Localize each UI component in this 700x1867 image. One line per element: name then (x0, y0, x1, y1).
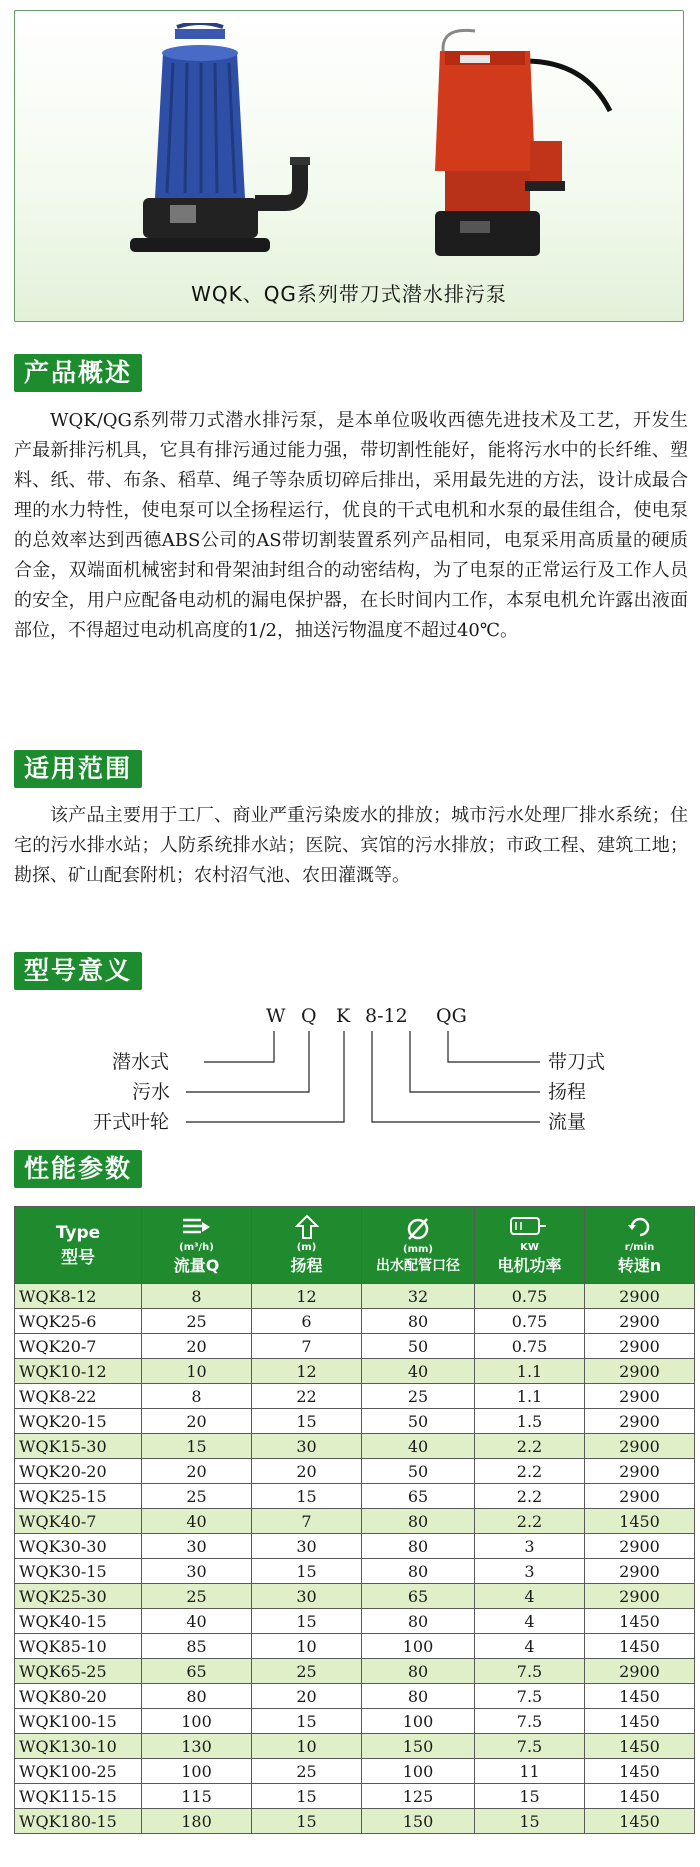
cell-head: 15 (252, 1609, 362, 1634)
code-flow-head: 8-12 (365, 1005, 408, 1027)
cell-model: WQK15-30 (15, 1434, 142, 1459)
cell-head: 15 (252, 1809, 362, 1834)
cell-speed: 1450 (585, 1759, 695, 1784)
cell-speed: 2900 (585, 1534, 695, 1559)
cell-flow: 115 (142, 1784, 252, 1809)
cell-outlet: 80 (362, 1609, 475, 1634)
label-cutter: 带刀式 (548, 1051, 606, 1073)
cell-flow: 180 (142, 1809, 252, 1834)
cell-model: WQK25-30 (15, 1584, 142, 1609)
cell-outlet: 25 (362, 1384, 475, 1409)
cell-flow: 20 (142, 1334, 252, 1359)
cell-model: WQK20-7 (15, 1334, 142, 1359)
performance-table (14, 1206, 695, 1834)
cell-head: 20 (252, 1459, 362, 1484)
cell-head: 6 (252, 1309, 362, 1334)
table-row (15, 1684, 695, 1709)
table-row (15, 1434, 695, 1459)
code-k: K (336, 1005, 351, 1027)
model-connector-lines (0, 995, 700, 1145)
cell-speed: 2900 (585, 1434, 695, 1459)
cell-flow: 85 (142, 1634, 252, 1659)
cell-speed: 1450 (585, 1634, 695, 1659)
cell-head: 25 (252, 1659, 362, 1684)
cell-outlet: 50 (362, 1409, 475, 1434)
section-title-performance: 性能参数 (14, 1150, 142, 1188)
cell-head: 30 (252, 1434, 362, 1459)
cell-power: 7.5 (475, 1684, 585, 1709)
cell-model: WQK115-15 (15, 1784, 142, 1809)
cell-flow: 40 (142, 1509, 252, 1534)
cell-flow: 25 (142, 1484, 252, 1509)
cell-outlet: 150 (362, 1734, 475, 1759)
label-open-impeller: 开式叶轮 (93, 1111, 170, 1133)
product-hero (14, 10, 684, 322)
cell-power: 11 (475, 1759, 585, 1784)
cell-model: WQK100-15 (15, 1709, 142, 1734)
header-power: KW 电机功率 (475, 1207, 585, 1284)
cell-power: 4 (475, 1584, 585, 1609)
table-row (15, 1734, 695, 1759)
cell-outlet: 65 (362, 1584, 475, 1609)
cell-speed: 2900 (585, 1559, 695, 1584)
table-row (15, 1759, 695, 1784)
cell-speed: 2900 (585, 1334, 695, 1359)
cell-speed: 2900 (585, 1384, 695, 1409)
cell-head: 10 (252, 1734, 362, 1759)
cell-outlet: 100 (362, 1759, 475, 1784)
rotation-icon (625, 1214, 655, 1240)
cell-model: WQK30-30 (15, 1534, 142, 1559)
header-flow: (m³/h) 流量Q (142, 1207, 252, 1284)
cell-flow: 65 (142, 1659, 252, 1684)
cell-outlet: 50 (362, 1334, 475, 1359)
cell-model: WQK80-20 (15, 1684, 142, 1709)
cell-model: WQK100-25 (15, 1759, 142, 1784)
cell-speed: 1450 (585, 1809, 695, 1834)
cell-flow: 130 (142, 1734, 252, 1759)
table-row (15, 1409, 695, 1434)
cell-speed: 2900 (585, 1659, 695, 1684)
cell-outlet: 65 (362, 1484, 475, 1509)
cell-power: 7.5 (475, 1709, 585, 1734)
cell-speed: 1450 (585, 1709, 695, 1734)
cell-head: 22 (252, 1384, 362, 1409)
label-head: 扬程 (548, 1081, 587, 1103)
cell-model: WQK40-15 (15, 1609, 142, 1634)
table-header-row (15, 1207, 695, 1284)
table-body (15, 1284, 695, 1834)
cell-head: 15 (252, 1709, 362, 1734)
product-caption: WQK、QG系列带刀式潜水排污泵 (191, 282, 507, 306)
cell-power: 15 (475, 1784, 585, 1809)
cell-head: 15 (252, 1559, 362, 1584)
cell-power: 7.5 (475, 1734, 585, 1759)
scope-paragraph: 该产品主要用于工厂、商业严重污染废水的排放；城市污水处理厂排水系统；住宅的污水排水站；人防系统排水站；医院、宾馆的污水排放；市政工程、建筑工地；勘探、矿山配套附机；农村沼气池、农田灌溉等。 (14, 805, 688, 886)
cell-outlet: 80 (362, 1509, 475, 1534)
code-q: Q (301, 1005, 317, 1027)
cell-speed: 2900 (585, 1459, 695, 1484)
section-title-overview: 产品概述 (14, 354, 142, 392)
cell-flow: 20 (142, 1409, 252, 1434)
blue-pump-image (125, 23, 325, 273)
cell-flow: 100 (142, 1759, 252, 1784)
cell-flow: 20 (142, 1459, 252, 1484)
table-row (15, 1634, 695, 1659)
table-row (15, 1309, 695, 1334)
cell-outlet: 80 (362, 1309, 475, 1334)
cell-power: 2.2 (475, 1484, 585, 1509)
cell-flow: 30 (142, 1559, 252, 1584)
cell-outlet: 50 (362, 1459, 475, 1484)
cell-model: WQK85-10 (15, 1634, 142, 1659)
cell-power: 0.75 (475, 1334, 585, 1359)
motor-icon (508, 1214, 552, 1240)
cell-speed: 1450 (585, 1509, 695, 1534)
cell-flow: 10 (142, 1359, 252, 1384)
cell-head: 15 (252, 1784, 362, 1809)
cell-speed: 1450 (585, 1609, 695, 1634)
cell-model: WQK25-15 (15, 1484, 142, 1509)
table-row (15, 1284, 695, 1309)
code-qg: QG (436, 1005, 467, 1027)
cell-head: 7 (252, 1334, 362, 1359)
cell-power: 2.2 (475, 1434, 585, 1459)
cell-model: WQK8-12 (15, 1284, 142, 1309)
cell-outlet: 80 (362, 1534, 475, 1559)
section-title-scope: 适用范围 (14, 750, 142, 788)
cell-flow: 8 (142, 1384, 252, 1409)
table-row (15, 1609, 695, 1634)
label-flow: 流量 (548, 1111, 587, 1133)
code-w: W (266, 1005, 286, 1027)
cell-power: 15 (475, 1809, 585, 1834)
cell-power: 1.1 (475, 1384, 585, 1409)
table-row (15, 1584, 695, 1609)
cell-power: 3 (475, 1534, 585, 1559)
cell-model: WQK8-22 (15, 1384, 142, 1409)
cell-flow: 8 (142, 1284, 252, 1309)
table-row (15, 1459, 695, 1484)
cell-flow: 15 (142, 1434, 252, 1459)
header-speed: r/min 转速n (585, 1207, 695, 1284)
table-row (15, 1359, 695, 1384)
table-row (15, 1334, 695, 1359)
header-outlet: (mm) 出水配管口径 (362, 1207, 475, 1284)
cell-power: 3 (475, 1559, 585, 1584)
flow-icon (180, 1214, 214, 1240)
cell-model: WQK180-15 (15, 1809, 142, 1834)
cell-flow: 40 (142, 1609, 252, 1634)
cell-power: 2.2 (475, 1459, 585, 1484)
cell-outlet: 100 (362, 1634, 475, 1659)
cell-speed: 2900 (585, 1309, 695, 1334)
cell-flow: 30 (142, 1534, 252, 1559)
cell-speed: 2900 (585, 1284, 695, 1309)
cell-flow: 80 (142, 1684, 252, 1709)
header-type: Type 型号 (15, 1207, 142, 1284)
cell-speed: 1450 (585, 1784, 695, 1809)
table-row (15, 1659, 695, 1684)
table-row (15, 1559, 695, 1584)
cell-speed: 2900 (585, 1359, 695, 1384)
cell-power: 0.75 (475, 1284, 585, 1309)
cell-head: 7 (252, 1509, 362, 1534)
cell-speed: 1450 (585, 1734, 695, 1759)
cell-model: WQK30-15 (15, 1559, 142, 1584)
cell-model: WQK20-15 (15, 1409, 142, 1434)
cell-power: 4 (475, 1609, 585, 1634)
cell-head: 12 (252, 1284, 362, 1309)
cell-head: 25 (252, 1759, 362, 1784)
cell-power: 1.5 (475, 1409, 585, 1434)
cell-model: WQK40-7 (15, 1509, 142, 1534)
cell-flow: 100 (142, 1709, 252, 1734)
cell-head: 15 (252, 1484, 362, 1509)
cell-model: WQK65-25 (15, 1659, 142, 1684)
table-row (15, 1484, 695, 1509)
cell-power: 0.75 (475, 1309, 585, 1334)
table-row (15, 1534, 695, 1559)
cell-head: 15 (252, 1409, 362, 1434)
table-row (15, 1384, 695, 1409)
cell-model: WQK20-20 (15, 1459, 142, 1484)
head-arrow-icon (295, 1214, 319, 1240)
label-submersible: 潜水式 (112, 1051, 170, 1073)
label-sewage: 污水 (132, 1081, 171, 1103)
header-head: (m) 扬程 (252, 1207, 362, 1284)
cell-power: 1.1 (475, 1359, 585, 1384)
cell-outlet: 80 (362, 1684, 475, 1709)
cell-outlet: 40 (362, 1434, 475, 1459)
cell-head: 20 (252, 1684, 362, 1709)
cell-flow: 25 (142, 1309, 252, 1334)
cell-speed: 2900 (585, 1409, 695, 1434)
cell-head: 30 (252, 1584, 362, 1609)
cell-outlet: 150 (362, 1809, 475, 1834)
table-row (15, 1809, 695, 1834)
cell-model: WQK10-12 (15, 1359, 142, 1384)
cell-outlet: 100 (362, 1709, 475, 1734)
cell-outlet: 125 (362, 1784, 475, 1809)
cell-speed: 2900 (585, 1484, 695, 1509)
model-diagram (0, 995, 700, 1145)
cell-head: 30 (252, 1534, 362, 1559)
cell-power: 7.5 (475, 1659, 585, 1684)
cell-outlet: 80 (362, 1659, 475, 1684)
cell-model: WQK25-6 (15, 1309, 142, 1334)
overview-paragraph: WQK/QG系列带刀式潜水排污泵，是本单位吸收西德先进技术及工艺，开发生产最新排污机具，它具有排污通过能力强，带切割性能好，能将污水中的长纤维、塑料、纸、带、布条、稻草、绳子等杂质切碎后排出，采用最先进的方法，设计成最合理的水力特性，使电泵可以全扬程运行，优良的干式电机和水泵的最佳组合，使电泵的总效率达到西德ABS公司的AS带切割装置系列产品相同，电泵采用高质量的硬质合金，双端面机械密封和骨架油封组合的动密结构，为了电泵的正常运行及工作人员的安全，用户应配备电动机的漏电保护器，在长时间内工作，本泵电机允许露出液面部位，不得超过电动机高度的1/2，抽送污物温度不超过40℃。 (14, 410, 688, 641)
section-title-model: 型号意义 (14, 952, 142, 990)
table-row (15, 1784, 695, 1809)
cell-power: 2.2 (475, 1509, 585, 1534)
cell-flow: 25 (142, 1584, 252, 1609)
table-row (15, 1509, 695, 1534)
table-row (15, 1709, 695, 1734)
cell-outlet: 80 (362, 1559, 475, 1584)
cell-power: 4 (475, 1634, 585, 1659)
cell-outlet: 32 (362, 1284, 475, 1309)
red-pump-image (405, 21, 625, 271)
diameter-icon (405, 1216, 431, 1242)
cell-speed: 2900 (585, 1584, 695, 1609)
cell-outlet: 40 (362, 1359, 475, 1384)
cell-head: 12 (252, 1359, 362, 1384)
cell-speed: 1450 (585, 1684, 695, 1709)
cell-model: WQK130-10 (15, 1734, 142, 1759)
cell-head: 10 (252, 1634, 362, 1659)
